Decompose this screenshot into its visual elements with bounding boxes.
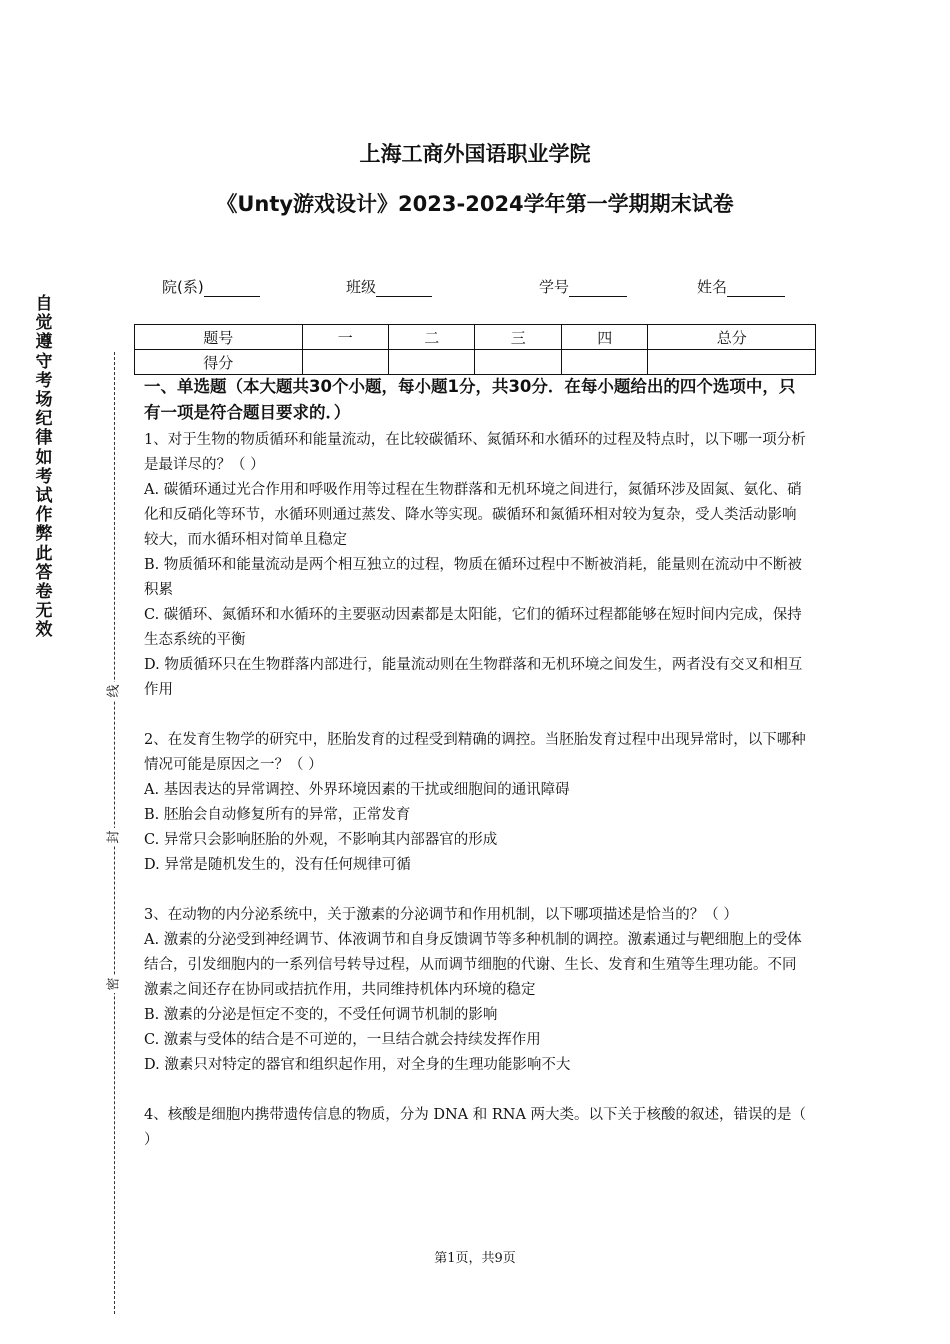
class-field <box>346 276 432 297</box>
score-table-header-row <box>135 325 816 350</box>
question-3 <box>144 903 808 1078</box>
option-c[interactable]: C. 碳循环、氮循环和水循环的主要驱动因素都是太阳能，它们的循环过程都能够在短时间内完成，保持生态系统的平衡 <box>144 607 802 648</box>
option-a[interactable]: A. 激素的分泌受到神经调节、体液调节和自身反馈调节等多种机制的调控。激素通过与靶细胞上的受体结合，引发细胞内的一系列信号转导过程，从而调节细胞的代谢、生长、发育和生殖等生理功能。不同激素之间还存在协同或拮抗作用，共同维持机体内环境的稳定 <box>144 932 802 998</box>
department-field <box>162 276 260 297</box>
option-d[interactable]: D. 异常是随机发生的，没有任何规律可循 <box>144 857 411 873</box>
score-table-score-row <box>135 350 816 375</box>
score-header-cell: 一 <box>302 325 388 350</box>
question-2 <box>144 728 808 878</box>
binding-label-line: 线 <box>106 682 124 700</box>
name-field <box>697 276 785 297</box>
option-d[interactable]: D. 激素只对特定的器官和组织起作用，对全身的生理功能影响不大 <box>144 1057 571 1073</box>
score-row-label: 得分 <box>135 350 303 375</box>
section-heading: 一、单选题（本大题共30个小题，每小题1分，共30分．在每小题给出的四个选项中，只有一项是符合题目要求的．） <box>144 377 796 422</box>
department-blank[interactable] <box>204 280 260 297</box>
student-id-field <box>539 276 627 297</box>
option-c[interactable]: C. 异常只会影响胚胎的外观，不影响其内部器官的形成 <box>144 832 498 848</box>
score-header-cell: 总分 <box>648 325 816 350</box>
score-cell[interactable] <box>302 350 388 375</box>
option-b[interactable]: B. 激素的分泌是恒定不变的，不受任何调节机制的影响 <box>144 1007 498 1023</box>
binding-label-seal: 封 <box>106 828 124 846</box>
score-header-cell: 二 <box>388 325 474 350</box>
score-header-cell: 题号 <box>135 325 303 350</box>
option-d[interactable]: D. 物质循环只在生物群落内部进行，能量流动则在生物群落和无机环境之间发生，两者没有交叉和相互作用 <box>144 657 803 698</box>
class-blank[interactable] <box>376 280 432 297</box>
option-a[interactable]: A. 碳循环通过光合作用和呼吸作用等过程在生物群落和无机环境之间进行，氮循环涉及固氮、氨化、硝化和反硝化等环节，水循环则通过蒸发、降水等实现。碳循环和氮循环相对较为复杂，受人类活动影响较大，而水循环相对简单且稳定 <box>144 482 802 548</box>
option-c[interactable]: C. 激素与受体的结合是不可逆的，一旦结合就会持续发挥作用 <box>144 1032 541 1048</box>
question-stem: 4、核酸是细胞内携带遗传信息的物质，分为 DNA 和 RNA 两大类。以下关于核酸的叙述，错误的是（ ） <box>144 1107 807 1148</box>
question-1 <box>144 428 808 703</box>
score-header-cell: 四 <box>561 325 647 350</box>
option-b[interactable]: B. 胚胎会自动修复所有的异常，正常发育 <box>144 807 411 823</box>
score-header-cell: 三 <box>475 325 561 350</box>
exam-title: 《Unty游戏设计》2023-2024学年第一学期期末试卷 <box>216 192 734 216</box>
score-cell[interactable] <box>388 350 474 375</box>
question-4 <box>144 1103 808 1153</box>
score-cell[interactable] <box>475 350 561 375</box>
question-stem: 1、对于生物的物质循环和能量流动，在比较碳循环、氮循环和水循环的过程及特点时，以下哪一项分析是最详尽的？（ ） <box>144 432 806 473</box>
exam-discipline-notice: 自觉遵守考场纪律如考试作弊此答卷无效 <box>35 294 53 641</box>
score-cell[interactable] <box>648 350 816 375</box>
option-b[interactable]: B. 物质循环和能量流动是两个相互独立的过程，物质在循环过程中不断被消耗，能量则在流动中不断被积累 <box>144 557 802 598</box>
name-blank[interactable] <box>727 280 785 297</box>
option-a[interactable]: A. 基因表达的异常调控、外界环境因素的干扰或细胞间的通讯障碍 <box>144 782 570 798</box>
name-label: 姓名 <box>697 278 728 296</box>
score-cell[interactable] <box>561 350 647 375</box>
question-content <box>144 374 808 1178</box>
score-table <box>134 324 816 375</box>
student-id-label: 学号 <box>539 278 570 296</box>
question-stem: 2、在发育生物学的研究中，胚胎发育的过程受到精确的调控。当胚胎发育过程中出现异常时，以下哪种情况可能是原因之一？（ ） <box>144 732 806 773</box>
page-number: 第1页，共9页 <box>434 1251 516 1266</box>
binding-label-secret: 密 <box>106 975 124 993</box>
student-id-blank[interactable] <box>569 280 627 297</box>
school-name: 上海工商外国语职业学院 <box>359 142 591 166</box>
question-stem: 3、在动物的内分泌系统中，关于激素的分泌调节和作用机制，以下哪项描述是恰当的？（ ） <box>144 907 738 923</box>
department-label: 院(系) <box>162 278 204 296</box>
class-label: 班级 <box>346 278 377 296</box>
